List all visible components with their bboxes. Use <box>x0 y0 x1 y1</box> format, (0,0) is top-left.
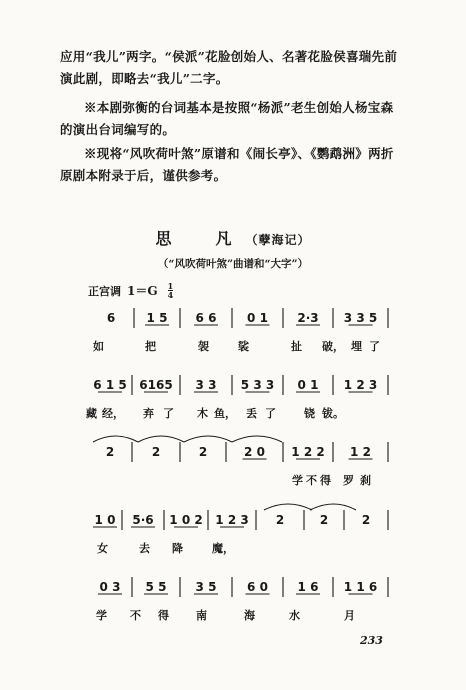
key-label: 1＝G <box>127 284 158 298</box>
lyric-char: 得 <box>158 609 169 622</box>
lyric-char: 学 <box>292 474 303 487</box>
lyric-char: 去 <box>139 542 150 555</box>
note-group: 2·3 <box>297 311 319 325</box>
lyric-char: 了 <box>163 407 174 420</box>
note-group: 1 5 <box>146 311 168 325</box>
lyric-char: 丢 <box>246 407 257 420</box>
slur <box>232 436 282 442</box>
note-group: 1 2 2 <box>291 445 325 459</box>
song-subtitle: （“风吹荷叶煞”曲谱和“大字”） <box>157 258 309 270</box>
lyric-char: 弃 <box>143 407 154 420</box>
lyric-char: 水 <box>289 609 300 622</box>
lyric-char: 南 <box>196 609 207 622</box>
page-number: 233 <box>360 634 383 647</box>
note-group: 1 2 3 <box>215 513 249 527</box>
lyric-char: 铙 <box>304 407 315 420</box>
slur <box>138 436 184 442</box>
lyric-char: 埋 <box>351 340 362 353</box>
note-group: 5 3 3 <box>240 378 275 392</box>
lyric-char: 刹 <box>360 474 371 487</box>
note-group: 5 5 <box>145 580 167 594</box>
note-group: 2 <box>105 445 115 459</box>
lyric-char: 月 <box>344 609 355 622</box>
lyric-char: 钹。 <box>322 407 344 420</box>
slur <box>93 436 138 442</box>
note-group: 6 6 <box>195 311 217 325</box>
lyric-char: 鱼， <box>214 407 236 420</box>
note-group: 2 <box>151 445 161 459</box>
note-group: 3 3 5 <box>343 311 378 325</box>
prose-paragraph-3: ※现将“风吹荷叶煞”原谱和《闹长亭》、《鹦鹉洲》两折原剧本附录于后，谨供参考。 <box>60 146 394 183</box>
note-group: 1 2 <box>350 445 371 459</box>
lyric-char: 袈 <box>198 340 209 353</box>
lyric-char: 藏 <box>86 407 97 420</box>
note-group: 3 3 <box>195 378 217 392</box>
time-signature-bottom: 4 <box>167 290 174 300</box>
lyric-char: 女 <box>97 542 108 555</box>
lyric-char: 木 <box>197 407 208 420</box>
note-group: 2 0 <box>244 445 265 459</box>
lyric-char: 如 <box>93 340 104 353</box>
note-group: 1 0 2 <box>169 513 203 527</box>
prose-paragraph-1: 应用“我儿”两字。“侯派”花脸创始人、名著花脸侯喜瑞先前演此剧，即略去“我儿”二字。 <box>60 49 398 86</box>
slur <box>184 436 232 442</box>
note-group: 5·6 <box>132 513 154 527</box>
note-group: 1 0 <box>94 513 116 527</box>
note-group: 6 0 <box>247 580 268 594</box>
time-signature-top: 1 <box>167 281 174 291</box>
slur <box>264 504 312 510</box>
lyric-char: 魔， <box>212 542 234 555</box>
note-group: 2 <box>361 513 371 527</box>
slur <box>310 504 356 510</box>
song-title-main: 思 凡 <box>155 229 246 248</box>
note-group: 6 <box>106 311 116 325</box>
lyric-char: 不 <box>130 609 141 622</box>
lyric-char: 海 <box>244 609 255 622</box>
note-group: 0 1 <box>247 311 268 325</box>
prose-paragraph-2: ※本剧弥衡的台词基本是按照“杨派”老生创始人杨宝森的演出台词编写的。 <box>60 100 394 137</box>
note-group: 2 <box>319 513 329 527</box>
mode-label: 正宫调 <box>88 284 121 298</box>
lyric-char: 不 <box>306 474 317 487</box>
lyric-char: 了 <box>265 407 276 420</box>
lyric-char: 扯 <box>291 340 302 353</box>
lyric-char: 经， <box>102 407 124 420</box>
lyric-char: 得 <box>320 474 331 487</box>
note-group: 6 1 5 <box>93 378 127 392</box>
note-group: 0 3 <box>99 580 121 594</box>
lyric-char: 把 <box>145 340 156 353</box>
note-group: 2 <box>198 445 208 459</box>
song-title-note: （孽海记） <box>245 233 311 247</box>
note-group: 1 6 <box>297 580 319 594</box>
note-group: 1 1 6 <box>343 580 378 594</box>
lyric-char: 降 <box>172 542 183 555</box>
lyric-char: 破， <box>322 340 344 353</box>
note-group: 2 <box>275 513 285 527</box>
note-group: 1 2 3 <box>343 378 378 392</box>
note-group: 6165 <box>139 378 173 392</box>
lyric-char: 学 <box>96 609 107 622</box>
note-group: 0 1 <box>297 378 319 392</box>
lyric-char: 罗 <box>343 474 354 487</box>
lyric-char: 裟 <box>238 340 249 353</box>
note-group: 3 5 <box>195 580 217 594</box>
lyric-char: 了 <box>369 340 380 353</box>
